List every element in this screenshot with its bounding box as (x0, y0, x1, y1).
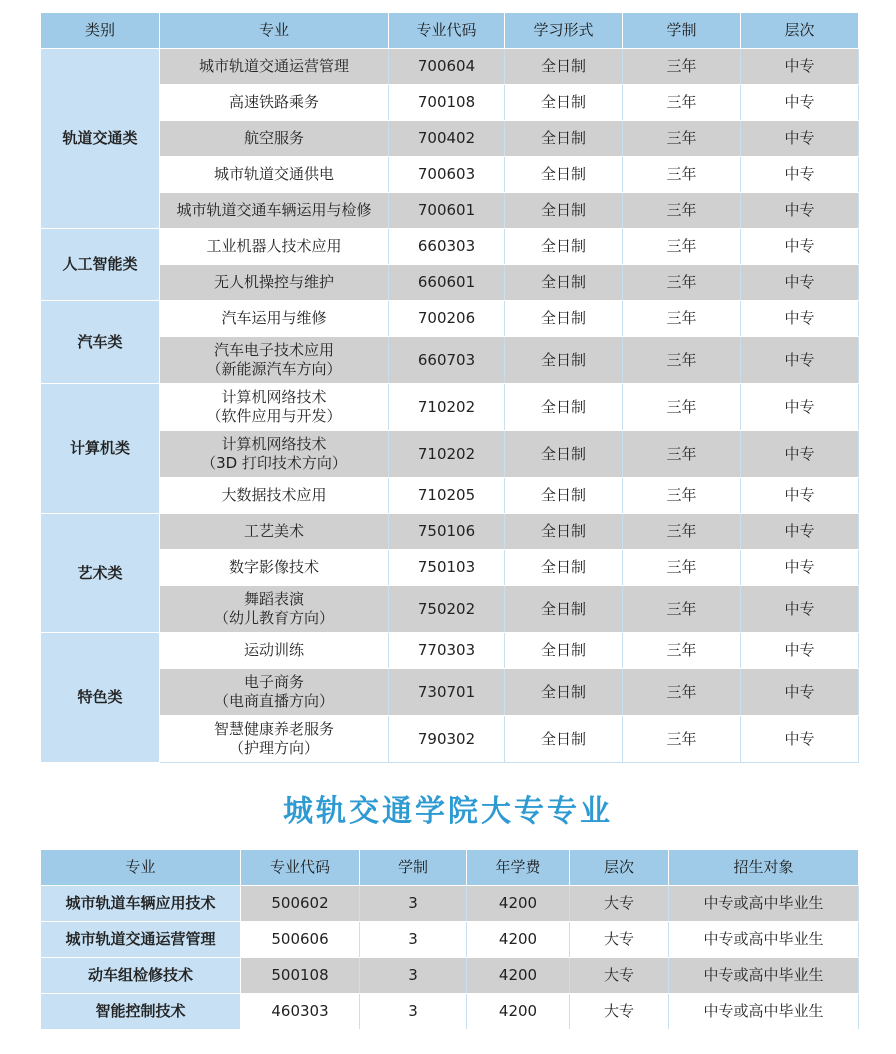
years-cell: 三年 (623, 301, 741, 337)
table-row (41, 669, 859, 716)
code-cell: 500606 (241, 922, 360, 958)
fee-cell: 4200 (467, 994, 570, 1030)
table-row (41, 633, 859, 669)
table-row (41, 265, 859, 301)
level-cell: 中专 (741, 337, 859, 384)
level-cell: 中专 (741, 85, 859, 121)
major-name: 计算机网络技术 (221, 435, 327, 453)
table-row (41, 716, 859, 763)
major-name: 航空服务 (243, 129, 304, 147)
code-cell: 790302 (389, 716, 505, 763)
major-name: 高速铁路乘务 (228, 93, 319, 111)
major-name-cell (160, 157, 389, 193)
major-direction: （护理方向） (228, 739, 319, 757)
table-body (41, 886, 859, 1030)
code-cell: 700604 (389, 49, 505, 85)
header-major: 专业 (41, 850, 241, 886)
header-fee: 年学费 (467, 850, 570, 886)
level-cell: 中专 (741, 229, 859, 265)
study-form-cell: 全日制 (505, 478, 623, 514)
study-form-cell: 全日制 (505, 85, 623, 121)
years-cell: 三年 (623, 193, 741, 229)
category-cell: 轨道交通类 (41, 49, 160, 229)
major-direction: （幼儿教育方向） (213, 609, 334, 627)
code-cell: 500602 (241, 886, 360, 922)
level-cell: 中专 (741, 478, 859, 514)
major-name-cell: 城市轨道车辆应用技术 (41, 886, 241, 922)
major-direction: （电商直播方向） (213, 692, 334, 710)
header-category: 类别 (41, 13, 160, 49)
table-row (41, 958, 859, 994)
level-cell: 中专 (741, 384, 859, 431)
table-header-row (41, 13, 859, 49)
major-name: 汽车运用与维修 (221, 309, 327, 327)
major-name-cell (160, 229, 389, 265)
fee-cell: 4200 (467, 922, 570, 958)
major-direction: （3D 打印技术方向） (201, 454, 347, 472)
major-name-cell (160, 337, 389, 384)
level-cell: 中专 (741, 49, 859, 85)
category-cell: 人工智能类 (41, 229, 160, 301)
table-row (41, 229, 859, 265)
header-level: 层次 (741, 13, 859, 49)
major-name-cell: 城市轨道交通运营管理 (41, 922, 241, 958)
table-row (41, 886, 859, 922)
major-name-cell (160, 384, 389, 431)
level-cell: 中专 (741, 586, 859, 633)
study-form-cell: 全日制 (505, 550, 623, 586)
table-row (41, 301, 859, 337)
level-cell: 中专 (741, 514, 859, 550)
years-cell: 三年 (623, 157, 741, 193)
study-form-cell: 全日制 (505, 49, 623, 85)
major-name-cell (160, 193, 389, 229)
major-name-cell (160, 85, 389, 121)
years-cell: 三年 (623, 384, 741, 431)
category-cell: 计算机类 (41, 384, 160, 514)
table-row (41, 478, 859, 514)
major-name-cell (160, 514, 389, 550)
years-cell: 3 (360, 922, 467, 958)
level-cell: 中专 (741, 716, 859, 763)
years-cell: 3 (360, 994, 467, 1030)
major-name: 无人机操控与维护 (213, 273, 334, 291)
major-name-cell (160, 586, 389, 633)
header-level: 层次 (570, 850, 669, 886)
major-name-cell: 智能控制技术 (41, 994, 241, 1030)
major-name-cell (160, 669, 389, 716)
code-cell: 710202 (389, 431, 505, 478)
table-row (41, 586, 859, 633)
category-cell: 艺术类 (41, 514, 160, 633)
years-cell: 三年 (623, 633, 741, 669)
major-name: 计算机网络技术 (221, 388, 327, 406)
study-form-cell: 全日制 (505, 514, 623, 550)
level-cell: 中专 (741, 157, 859, 193)
level-cell: 大专 (570, 994, 669, 1030)
years-cell: 三年 (623, 669, 741, 716)
major-name: 电子商务 (243, 673, 304, 691)
table-row (41, 121, 859, 157)
major-direction: （新能源汽车方向） (206, 360, 342, 378)
level-cell: 中专 (741, 301, 859, 337)
major-name: 运动训练 (243, 641, 304, 659)
table-row (41, 384, 859, 431)
study-form-cell: 全日制 (505, 229, 623, 265)
code-cell: 770303 (389, 633, 505, 669)
major-name: 数字影像技术 (228, 558, 319, 576)
study-form-cell: 全日制 (505, 586, 623, 633)
major-name-cell: 动车组检修技术 (41, 958, 241, 994)
target-cell: 中专或高中毕业生 (669, 886, 859, 922)
table-header-row (41, 850, 859, 886)
years-cell: 三年 (623, 586, 741, 633)
header-years: 学制 (623, 13, 741, 49)
major-name: 工艺美术 (243, 522, 304, 540)
code-cell: 500108 (241, 958, 360, 994)
study-form-cell: 全日制 (505, 193, 623, 229)
code-cell: 700402 (389, 121, 505, 157)
major-name-cell (160, 301, 389, 337)
table-row (41, 193, 859, 229)
table-row (41, 514, 859, 550)
major-name: 城市轨道交通车辆运用与检修 (176, 201, 372, 219)
study-form-cell: 全日制 (505, 384, 623, 431)
major-name: 城市轨道交通供电 (213, 165, 334, 183)
level-cell: 中专 (741, 550, 859, 586)
major-name: 汽车电子技术应用 (213, 341, 334, 359)
level-cell: 大专 (570, 958, 669, 994)
major-name: 大数据技术应用 (221, 486, 327, 504)
study-form-cell: 全日制 (505, 431, 623, 478)
major-name-cell (160, 431, 389, 478)
years-cell: 三年 (623, 716, 741, 763)
table-row (41, 337, 859, 384)
code-cell: 750103 (389, 550, 505, 586)
study-form-cell: 全日制 (505, 716, 623, 763)
years-cell: 3 (360, 886, 467, 922)
study-form-cell: 全日制 (505, 157, 623, 193)
code-cell: 700108 (389, 85, 505, 121)
code-cell: 460303 (241, 994, 360, 1030)
level-cell: 中专 (741, 669, 859, 716)
major-name-cell (160, 478, 389, 514)
header-target: 招生对象 (669, 850, 859, 886)
table-row (41, 922, 859, 958)
code-cell: 660703 (389, 337, 505, 384)
major-name: 城市轨道交通运营管理 (198, 57, 349, 75)
years-cell: 三年 (623, 337, 741, 384)
category-cell: 汽车类 (41, 301, 160, 384)
major-name-cell (160, 265, 389, 301)
major-name-cell (160, 716, 389, 763)
code-cell: 710205 (389, 478, 505, 514)
code-cell: 730701 (389, 669, 505, 716)
table-row (41, 431, 859, 478)
major-direction: （软件应用与开发） (206, 407, 342, 425)
study-form-cell: 全日制 (505, 633, 623, 669)
level-cell: 中专 (741, 633, 859, 669)
study-form-cell: 全日制 (505, 669, 623, 716)
major-name: 工业机器人技术应用 (206, 237, 342, 255)
level-cell: 中专 (741, 121, 859, 157)
target-cell: 中专或高中毕业生 (669, 922, 859, 958)
target-cell: 中专或高中毕业生 (669, 994, 859, 1030)
major-name: 舞蹈表演 (243, 590, 304, 608)
fee-cell: 4200 (467, 886, 570, 922)
section-title: 城轨交通学院大专专业 (283, 794, 613, 829)
code-cell: 710202 (389, 384, 505, 431)
level-cell: 大专 (570, 922, 669, 958)
years-cell: 三年 (623, 85, 741, 121)
table-row (41, 550, 859, 586)
level-cell: 中专 (741, 431, 859, 478)
major-name-cell (160, 633, 389, 669)
table-row (41, 85, 859, 121)
code-cell: 660303 (389, 229, 505, 265)
years-cell: 三年 (623, 514, 741, 550)
study-form-cell: 全日制 (505, 301, 623, 337)
code-cell: 700601 (389, 193, 505, 229)
vocational-majors-table (40, 12, 859, 763)
code-cell: 700603 (389, 157, 505, 193)
years-cell: 三年 (623, 550, 741, 586)
level-cell: 中专 (741, 265, 859, 301)
major-name-cell (160, 49, 389, 85)
level-cell: 大专 (570, 886, 669, 922)
code-cell: 750202 (389, 586, 505, 633)
years-cell: 3 (360, 958, 467, 994)
table-row (41, 994, 859, 1030)
table-row (41, 157, 859, 193)
major-name-cell (160, 121, 389, 157)
college-majors-table (40, 849, 859, 1030)
header-code: 专业代码 (241, 850, 360, 886)
study-form-cell: 全日制 (505, 121, 623, 157)
fee-cell: 4200 (467, 958, 570, 994)
study-form-cell: 全日制 (505, 265, 623, 301)
code-cell: 750106 (389, 514, 505, 550)
header-study-form: 学习形式 (505, 13, 623, 49)
category-cell: 特色类 (41, 633, 160, 763)
header-major: 专业 (160, 13, 389, 49)
target-cell: 中专或高中毕业生 (669, 958, 859, 994)
table-row (41, 49, 859, 85)
years-cell: 三年 (623, 431, 741, 478)
years-cell: 三年 (623, 121, 741, 157)
years-cell: 三年 (623, 478, 741, 514)
years-cell: 三年 (623, 49, 741, 85)
code-cell: 700206 (389, 301, 505, 337)
major-name-cell (160, 550, 389, 586)
study-form-cell: 全日制 (505, 337, 623, 384)
years-cell: 三年 (623, 229, 741, 265)
table-body (41, 49, 859, 763)
major-name: 智慧健康养老服务 (213, 720, 334, 738)
level-cell: 中专 (741, 193, 859, 229)
header-years: 学制 (360, 850, 467, 886)
code-cell: 660601 (389, 265, 505, 301)
header-code: 专业代码 (389, 13, 505, 49)
years-cell: 三年 (623, 265, 741, 301)
